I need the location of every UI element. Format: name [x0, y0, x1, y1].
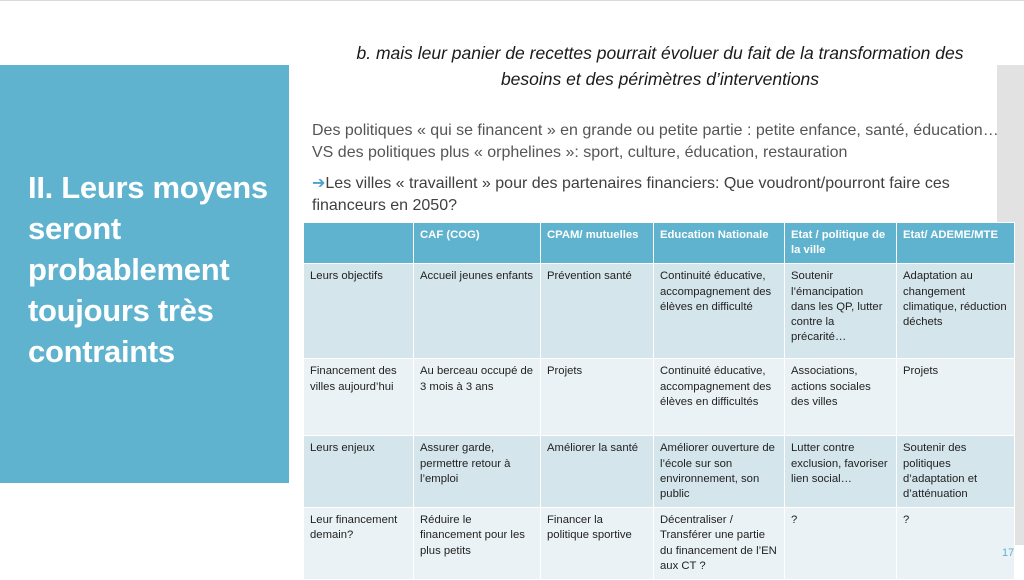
- slide-subtitle: b. mais leur panier de recettes pourrait évoluer du fait de la transformation des besoins et des périmètres d’interventions: [356, 43, 964, 89]
- table-row: [304, 359, 1015, 436]
- table-cell: ?: [785, 508, 897, 580]
- header-cell: [304, 223, 414, 264]
- table-cell: Financer la politique sportive: [541, 508, 654, 580]
- table-cell: Améliorer ouverture de l’école sur son environnement, son public: [654, 436, 785, 508]
- table-cell: Projets: [541, 359, 654, 436]
- table-cell: ?: [897, 508, 1015, 580]
- header-cell: CPAM/ mutuelles: [541, 223, 654, 264]
- financing-table: [303, 222, 1015, 580]
- intro-paragraph: Des politiques « qui se financent » en grande ou petite partie : petite enfance, santé, éducation… VS des politiques plus « orphelines »: sport, culture, éducation, restauration: [312, 122, 999, 161]
- table-row: [304, 264, 1015, 359]
- table-cell: Améliorer la santé: [541, 436, 654, 508]
- table-cell: Décentraliser / Transférer une partie du financement de l’EN aux CT ?: [654, 508, 785, 580]
- question-text: Les villes « travaillent » pour des partenaires financiers: Que voudront/pourront faire ces financeurs en 2050?: [312, 175, 950, 214]
- question-paragraph: [312, 173, 1002, 217]
- table-row: [304, 436, 1015, 508]
- table-cell: Associations, actions sociales des villes: [785, 359, 897, 436]
- page-number: 17: [1002, 547, 1015, 559]
- table-cell: Soutenir l’émancipation dans les QP, lutter contre la précarité…: [785, 264, 897, 359]
- row-label: Leur financement demain?: [304, 508, 414, 580]
- table-cell: Lutter contre exclusion, favoriser lien social…: [785, 436, 897, 508]
- top-divider: [0, 0, 1024, 1]
- table-cell: Prévention santé: [541, 264, 654, 359]
- table-cell: Au berceau occupé de 3 mois à 3 ans: [414, 359, 541, 436]
- table-cell: Accueil jeunes enfants: [414, 264, 541, 359]
- arrow-right-icon: ➔: [312, 175, 326, 192]
- table-cell: Adaptation au changement climatique, réduction déchets: [897, 264, 1015, 359]
- header-cell: Etat/ ADEME/MTE: [897, 223, 1015, 264]
- table-cell: Assurer garde, permettre retour à l’emploi: [414, 436, 541, 508]
- table-header-row: [304, 223, 1015, 264]
- table-cell: Projets: [897, 359, 1015, 436]
- row-label: Leurs objectifs: [304, 264, 414, 359]
- table-cell: Continuité éducative, accompagnement des élèves en difficulté: [654, 264, 785, 359]
- row-label: Financement des villes aujourd’hui: [304, 359, 414, 436]
- header-cell: Etat / politique de la ville: [785, 223, 897, 264]
- row-label: Leurs enjeux: [304, 436, 414, 508]
- table-cell: Réduire le financement pour les plus petits: [414, 508, 541, 580]
- header-cell: Education Nationale: [654, 223, 785, 264]
- slide-title: II. Leurs moyens seront probablement toujours très contraints: [28, 170, 268, 369]
- table-cell: Soutenir des politiques d’adaptation et d’atténuation: [897, 436, 1015, 508]
- table-cell: Continuité éducative, accompagnement des élèves en difficultés: [654, 359, 785, 436]
- header-cell: CAF (COG): [414, 223, 541, 264]
- table-row: [304, 508, 1015, 580]
